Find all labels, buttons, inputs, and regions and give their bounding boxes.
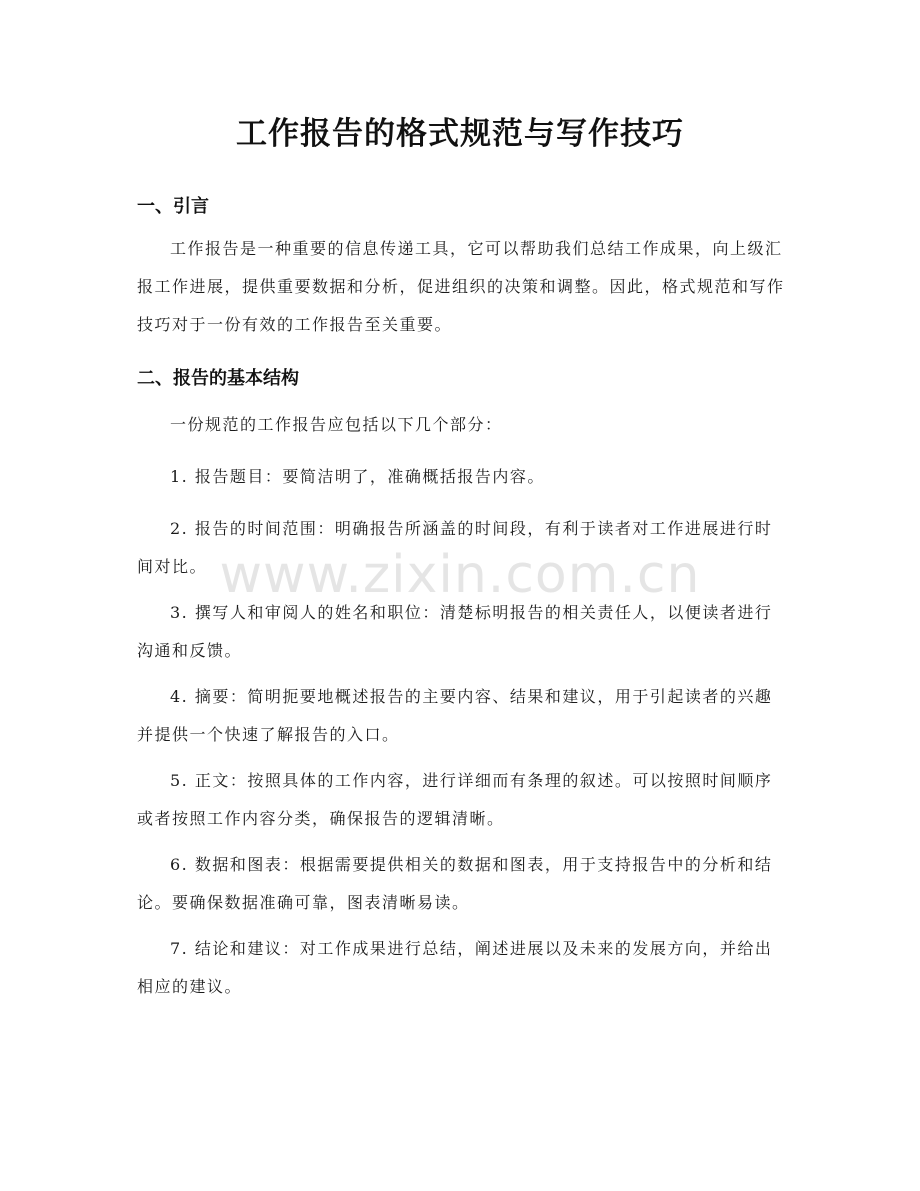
- section-heading-structure: 二、报告的基本结构: [137, 368, 299, 389]
- structure-item-2: 2. 报告的时间范围：明确报告所涵盖的时间段，有利于读者对工作进展进行时间对比。: [137, 519, 773, 576]
- structure-item-5: 5. 正文：按照具体的工作内容，进行详细而有条理的叙述。可以按照时间顺序或者按照工作内容分类，确保报告的逻辑清晰。: [137, 771, 773, 828]
- structure-item-1: 1. 报告题目：要简洁明了，准确概括报告内容。: [170, 467, 545, 486]
- intro-paragraph: 工作报告是一种重要的信息传递工具，它可以帮助我们总结工作成果，向上级汇报工作进展，提供重要数据和分析，促进组织的决策和调整。因此，格式规范和写作技巧对于一份有效的工作报告至关重要。: [137, 239, 785, 334]
- watermark: www.zixin.com.cn: [219, 545, 701, 605]
- structure-item-3: 3. 撰写人和审阅人的姓名和职位：清楚标明报告的相关责任人，以便读者进行沟通和反馈。: [137, 603, 773, 660]
- structure-intro-paragraph: 一份规范的工作报告应包括以下几个部分：: [170, 415, 503, 434]
- structure-item-4: 4. 摘要：简明扼要地概述报告的主要内容、结果和建议，用于引起读者的兴趣并提供一个快速了解报告的入口。: [137, 687, 773, 744]
- structure-item-6: 6. 数据和图表：根据需要提供相关的数据和图表，用于支持报告中的分析和结论。要确保数据准确可靠，图表清晰易读。: [137, 855, 773, 912]
- document-title: 工作报告的格式规范与写作技巧: [236, 116, 684, 152]
- section-heading-intro: 一、引言: [137, 196, 209, 217]
- structure-item-7: 7. 结论和建议：对工作成果进行总结，阐述进展以及未来的发展方向，并给出相应的建议。: [137, 939, 773, 996]
